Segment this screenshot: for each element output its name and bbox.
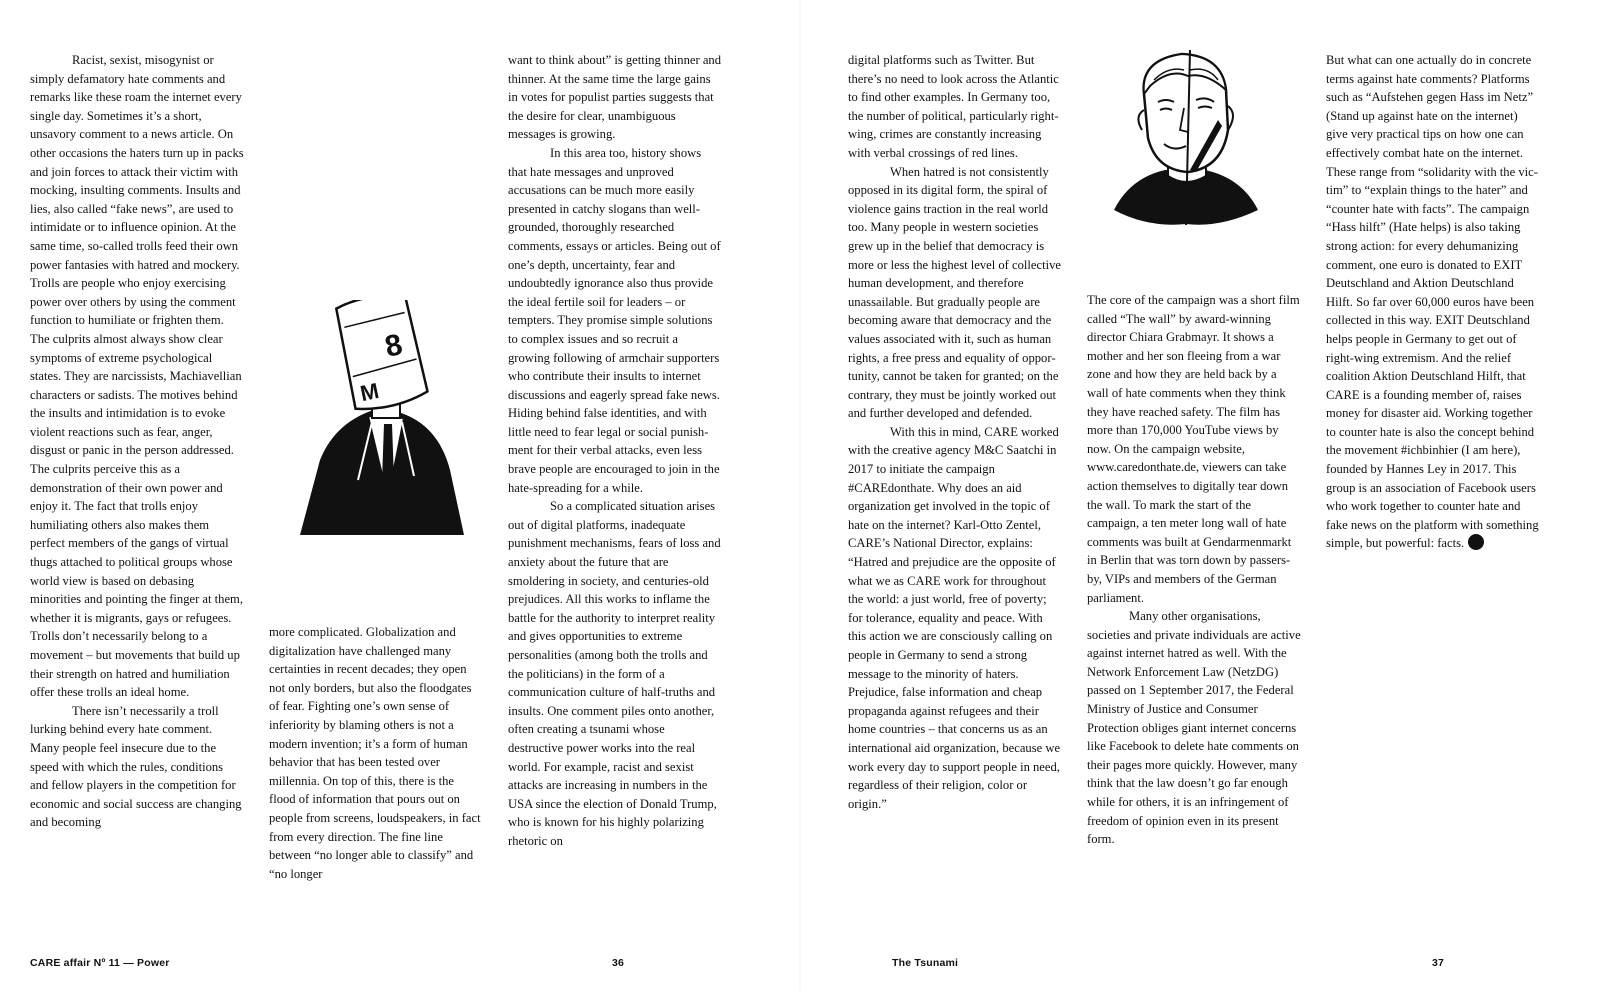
- paragraph: Many other organisations, societies and private individuals are active against internet hatred as well. With the Network Enforcement Law (NetzDG) passed on 1 September 2017, the Federal Ministry of Justice and Consumer Protection obliges giant internet concerns like Facebook to delete hate comments on their pages more quickly. However, many think that the law doesn’t go far enough while for others, it is an infringement of freedom of opinion even in its present form.: [1087, 609, 1301, 847]
- mask-letter-m: M: [357, 377, 382, 407]
- split-face-illustration: [1110, 50, 1260, 225]
- right-page-column-3: [1326, 51, 1540, 553]
- masked-figure-illustration: [288, 300, 478, 540]
- paragraph: Racist, sexist, misogynist or simply defamatory hate comments and remarks like these roam the internet every single day. Sometimes it’s a short, unsavory comment to a news article. On other occasions the haters turn up in packs and join forces to attack their victim with mocking, insulting comments. Insults and lies, also called “fake news”, are used to intimidate or to influence opinion. At the same time, so-called trolls feed their own power fantasies with hatred and mockery. Trolls are people who enjoy exercising power over others by using the comment function to humiliate or frighten them. The culprits almost always show clear symptoms of extreme psychological states. They are narcissists, Machiavellian characters or sadists. The motives behind the insults and intimidation is to evoke violent reactions such as fear, anger, disgust or panic in the person addressed. The culprits perceive this as a demonstration of their own power and enjoy it. The fact that trolls enjoy humiliating others also makes them perfect members of the gangs of virtual thugs attached to political groups whose world view is based on debasing minorities and pointing the finger at them, whether it is migrants, gays or refugees. Trolls don’t necessarily belong to a movement – but movements that build up their strength on hatred and humiliation offer these trolls an ideal home.: [30, 53, 244, 700]
- left-footer-title: CARE affair Nº 11 — Power: [30, 957, 170, 969]
- left-page-column-1: [30, 51, 244, 832]
- end-of-article-dot-icon: [1468, 534, 1484, 550]
- paragraph: There isn’t necessarily a troll lurking behind every hate comment. Many people feel insecure due to the speed with which the rules, conditions and fellow players in the competition for economic and social success are changing and becoming: [30, 703, 242, 830]
- left-page-column-2: [269, 623, 483, 883]
- paragraph: So a complicated situation arises out of digital platforms, inadequate punishment mechanisms, fears of loss and anxiety about the future that are smoldering in society, and centuries-old prejudices. All this works to inflame the battle for the authority to interpret reality and gives opportunities to extreme personalities (among both the trolls and the politicians) in the form of a communication culture of half-truths and insults. One comment piles onto another, often creating a tsunami whose destructive power works into the real world. For example, racist and sexist attacks are increasing in numbers in the USA since the election of Donald Trump, who is known for his highly polarizing rhetoric on: [508, 499, 721, 848]
- mask-letter-8: 8: [382, 328, 406, 364]
- paragraph: [1326, 51, 1540, 553]
- left-page-number: 36: [612, 957, 625, 969]
- paragraph: The core of the campaign was a short film called “The wall” by award-winning director Chiara Grabmayr. It shows a mother and her son fleeing from a war zone and how they are held back by a wall of hate comments when they think they have reached safety. The film has more than 170,000 YouTube views by now. On the campaign website, www.caredonthate.de, viewers can take action themselves to digitally tear down the wall. To mark the start of the campaign, a ten meter long wall of hate comments was built at Gendarmenmarkt in Berlin that was torn down by passers-by, VIPs and members of the German parliament.: [1087, 293, 1300, 605]
- right-page-column-1: [848, 51, 1062, 813]
- paragraph: more complicated. Globalization and digitalization have challenged many certainties in recent decades; they open not only borders, but also the floodgates of fear. Fighting one’s own sense of inferiority by blaming others is not a modern invention; it’s a form of human behavior that has been tested over millennia. On top of this, there is the flood of information that pours out on people from screens, loudspeakers, in fact from every direction. The fine line between “no longer able to classify” and “no longer: [269, 625, 481, 881]
- left-page-column-3: [508, 51, 722, 851]
- paragraph: When hatred is not consistently opposed in its digital form, the spiral of violence gains traction in the real world too. Many people in western societies grew up in the belief that democracy is more or less the highest level of collective human development, and therefore unassailable. But gradually people are becoming aware that democracy and the values associated with it, such as human rights, a free press and equality of opportunity, cannot be taken for granted; on the contrary, they must be jointly worked out and further developed and defended.: [848, 164, 1061, 421]
- paragraph-text: But what can one actually do in concrete terms against hate comments? Platforms such as “Aufstehen gegen Hass im Netz” (Stand up against hate on the internet) give very practical tips on how one can effectively combat hate on the internet. These range from “solidarity with the victim” to “explain things to the hater” and “counter hate with facts”. The campaign “Hass hilft” (Hate helps) is also taking strong action: for every dehumanizing comment, one euro is donated to EXIT Deutschland and Aktion Deutschland Hilft. So far over 60,000 euros have been collected in this way. EXIT Deutschland helps people in Germany to get out of right-wing extremism. And the relief coalition Aktion Deutschland Hilft, that CARE is a founding member of, raises money for disaster aid. Working together to counter hate is also the concept behind the movement #ichbinhier (I am here), founded by Hannes Ley in 2017. This group is an association of Facebook users who work together to counter hate and fake news on the platform with something simple, but powerful: facts.: [1326, 53, 1539, 551]
- paragraph: In this area too, history shows that hate messages and unproved accusations can be much more easily presented in catchy slogans than well-grounded, thoroughly researched comments, essays or articles. Being out of one’s depth, uncertainty, fear and undoubtedly ignorance also thus provide the ideal fertile soil for leaders – or tempters. They promise simple solutions to complex issues and so recruit a growing following of armchair supporters who contribute their insults to internet discussions and eagerly spread fake news. Hiding behind false identities, and with little need to fear legal or social punishment for their verbal attacks, even less brave people are encouraged to join in the hate-spreading for a while.: [508, 145, 721, 495]
- right-page-number: 37: [1432, 957, 1445, 969]
- paragraph: want to think about” is getting thinner and thinner. At the same time the large gains in votes for populist parties suggests that the desire for clear, unambiguous messages is growing.: [508, 53, 722, 142]
- page-gutter: [799, 0, 801, 990]
- right-page-column-2: [1087, 291, 1301, 849]
- paragraph: digital platforms such as Twitter. But there’s no need to look across the Atlantic to find other examples. In Germany too, the number of political, particularly right-wing, crimes are constantly increasing with verbal crossings of red lines.: [848, 53, 1059, 160]
- paragraph: With this in mind, CARE worked with the creative agency M&C Saatchi in 2017 to initiate the campaign #CAREdonthate. Why does an aid organization get involved in the topic of hate on the internet? Karl-Otto Zentel, CARE’s National Director, explains: “Hatred and prejudice are the opposite of what we as CARE work for throughout the world: a just world, free of poverty; for tolerance, equality and peace. With this action we are consciously calling on people in Germany to send a strong message to the minority of haters. Prejudice, false information and cheap propaganda against refugees and their home countries – that concerns us as an international aid organization, because we work every day to support people in need, regardless of their religion, color or origin.”: [848, 424, 1061, 811]
- right-footer-title: The Tsunami: [892, 957, 959, 969]
